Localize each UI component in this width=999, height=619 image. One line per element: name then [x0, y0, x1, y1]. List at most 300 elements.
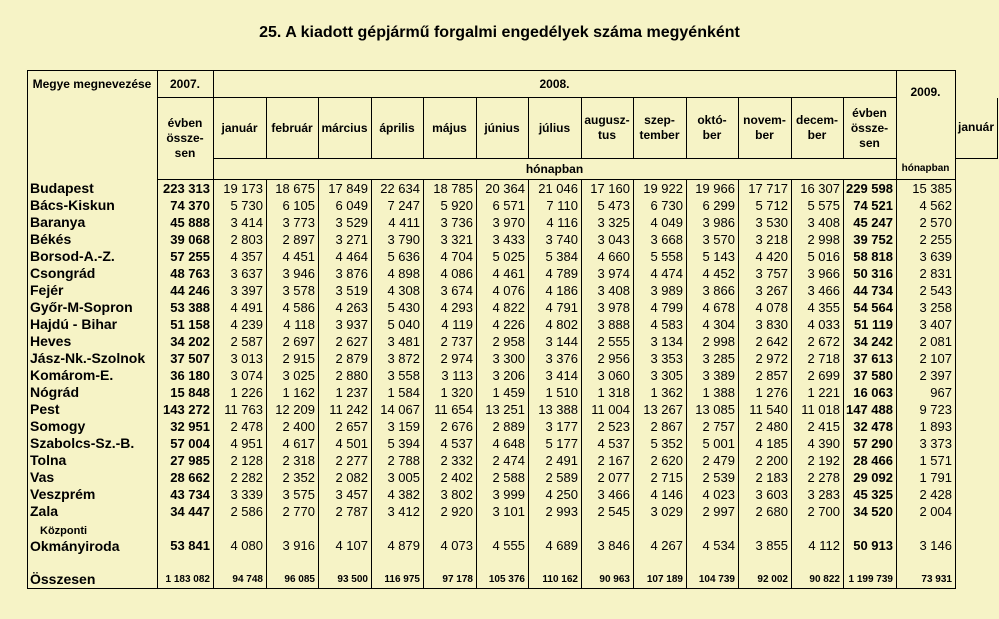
- value-2007-total: 57 004: [158, 435, 214, 452]
- value-month: 2 627: [319, 333, 372, 350]
- value-2007-total: 44 246: [158, 282, 214, 299]
- value-month: 4 420: [739, 248, 792, 265]
- value-2007-total: 57 255: [158, 248, 214, 265]
- value-month: 3 978: [582, 299, 634, 316]
- value-month: 3 414: [214, 214, 267, 231]
- value-month: 2 282: [214, 469, 267, 486]
- central-office-name-line1: Központi: [40, 525, 88, 537]
- value-2008-total: 54 564: [844, 299, 897, 316]
- value-month: 4 119: [424, 316, 477, 333]
- value-2009-january: 3 146: [897, 520, 956, 554]
- value-month: 2 642: [739, 333, 792, 350]
- value-2009-january: 2 543: [897, 282, 956, 299]
- value-2008-total: 37 580: [844, 367, 897, 384]
- county-name: Bács-Kiskun: [28, 197, 158, 214]
- county-name: Hajdú - Bihar: [28, 316, 158, 333]
- value-month: 13 388: [529, 401, 582, 418]
- value-month: 11 004: [582, 401, 634, 418]
- value-month: 3 267: [739, 282, 792, 299]
- value-month: 2 788: [372, 452, 424, 469]
- value-month: 2 555: [582, 333, 634, 350]
- value-month: 4 464: [319, 248, 372, 265]
- value-2008-total: 34 520: [844, 503, 897, 520]
- header-month: március: [319, 98, 372, 159]
- value-month: 3 325: [582, 214, 634, 231]
- table-row-central: [28, 520, 998, 554]
- value-month: 4 226: [477, 316, 529, 333]
- value-month: 2 699: [792, 367, 844, 384]
- value-month: 2 474: [477, 452, 529, 469]
- total-2007: 1 183 082: [158, 554, 214, 589]
- value-month: 3 376: [529, 350, 582, 367]
- value-month: 3 339: [214, 486, 267, 503]
- total-month: 96 085: [267, 554, 319, 589]
- value-month: 3 888: [582, 316, 634, 333]
- total-month: 90 822: [792, 554, 844, 589]
- value-month: 3 999: [477, 486, 529, 503]
- value-month: 3 916: [267, 520, 319, 554]
- value-month: 2 803: [214, 231, 267, 248]
- value-month: 3 937: [319, 316, 372, 333]
- value-month: 2 787: [319, 503, 372, 520]
- value-2009-january: 2 397: [897, 367, 956, 384]
- value-month: 3 466: [792, 282, 844, 299]
- value-month: 4 049: [634, 214, 687, 231]
- table-row: [28, 435, 998, 452]
- value-2007-total: 27 985: [158, 452, 214, 469]
- value-month: 21 046: [529, 180, 582, 198]
- value-month: 2 480: [739, 418, 792, 435]
- table-row: [28, 214, 998, 231]
- value-month: 4 076: [477, 282, 529, 299]
- value-2007-total: 45 888: [158, 214, 214, 231]
- value-month: 3 412: [372, 503, 424, 520]
- value-2007-total: 28 662: [158, 469, 214, 486]
- value-2008-total: 37 613: [844, 350, 897, 367]
- value-2007-total: 43 734: [158, 486, 214, 503]
- table-row: [28, 299, 998, 316]
- value-month: 11 763: [214, 401, 267, 418]
- value-month: 3 408: [792, 214, 844, 231]
- value-month: 6 049: [319, 197, 372, 214]
- county-name: Jász-Nk.-Szolnok: [28, 350, 158, 367]
- total-month: 116 975: [372, 554, 424, 589]
- table-row: [28, 401, 998, 418]
- total-month: 104 739: [687, 554, 739, 589]
- value-month: 2 545: [582, 503, 634, 520]
- value-2008-total: 229 598: [844, 180, 897, 198]
- value-month: 1 388: [687, 384, 739, 401]
- value-month: 4 185: [739, 435, 792, 452]
- total-2008: 1 199 739: [844, 554, 897, 589]
- value-month: 2 958: [477, 333, 529, 350]
- value-month: 4 451: [267, 248, 319, 265]
- county-name: Szabolcs-Sz.-B.: [28, 435, 158, 452]
- value-month: 1 584: [372, 384, 424, 401]
- county-name: Fejér: [28, 282, 158, 299]
- value-month: 3 846: [582, 520, 634, 554]
- value-month: 2 192: [792, 452, 844, 469]
- value-2008-total: 51 119: [844, 316, 897, 333]
- value-month: 2 278: [792, 469, 844, 486]
- value-month: 5 384: [529, 248, 582, 265]
- county-name: Baranya: [28, 214, 158, 231]
- value-2009-january: 2 004: [897, 503, 956, 520]
- value-2009-january: 2 570: [897, 214, 956, 231]
- value-month: 5 473: [582, 197, 634, 214]
- county-name: Somogy: [28, 418, 158, 435]
- value-2009-january: 2 081: [897, 333, 956, 350]
- value-2007-total: 39 068: [158, 231, 214, 248]
- value-month: 3 529: [319, 214, 372, 231]
- value-month: 4 583: [634, 316, 687, 333]
- value-month: 13 267: [634, 401, 687, 418]
- value-month: 4 648: [477, 435, 529, 452]
- value-month: 3 353: [634, 350, 687, 367]
- value-month: 4 586: [267, 299, 319, 316]
- value-month: 3 113: [424, 367, 477, 384]
- table-row: [28, 282, 998, 299]
- header-month: május: [424, 98, 477, 159]
- header-month: decem- ber: [792, 98, 844, 159]
- value-month: 1 320: [424, 384, 477, 401]
- value-month: 3 570: [687, 231, 739, 248]
- value-month: 17 160: [582, 180, 634, 198]
- value-month: 2 587: [214, 333, 267, 350]
- value-2009-january: 2 255: [897, 231, 956, 248]
- value-month: 3 466: [582, 486, 634, 503]
- value-month: 3 790: [372, 231, 424, 248]
- value-month: 5 636: [372, 248, 424, 265]
- value-month: 4 822: [477, 299, 529, 316]
- value-month: 3 433: [477, 231, 529, 248]
- county-name: Tolna: [28, 452, 158, 469]
- table-row: [28, 333, 998, 350]
- value-month: 4 537: [424, 435, 477, 452]
- value-month: 2 718: [792, 350, 844, 367]
- value-month: 6 299: [687, 197, 739, 214]
- value-month: 4 411: [372, 214, 424, 231]
- county-name: Vas: [28, 469, 158, 486]
- value-month: 4 461: [477, 265, 529, 282]
- value-2009-january: 9 723: [897, 401, 956, 418]
- value-month: 17 849: [319, 180, 372, 198]
- value-2008-total: 58 818: [844, 248, 897, 265]
- value-month: 3 321: [424, 231, 477, 248]
- value-2009-january: 1 791: [897, 469, 956, 486]
- county-name: Zala: [28, 503, 158, 520]
- value-month: 4 293: [424, 299, 477, 316]
- value-month: 3 740: [529, 231, 582, 248]
- total-month: 105 376: [477, 554, 529, 589]
- value-month: 4 382: [372, 486, 424, 503]
- value-month: 4 146: [634, 486, 687, 503]
- value-2007-total: 143 272: [158, 401, 214, 418]
- value-2007-total: 32 951: [158, 418, 214, 435]
- value-month: 3 025: [267, 367, 319, 384]
- value-month: 4 501: [319, 435, 372, 452]
- table-row: [28, 418, 998, 435]
- value-month: 4 186: [529, 282, 582, 299]
- value-month: 2 676: [424, 418, 477, 435]
- value-month: 2 491: [529, 452, 582, 469]
- value-month: 16 307: [792, 180, 844, 198]
- value-month: 4 073: [424, 520, 477, 554]
- value-month: 2 889: [477, 418, 529, 435]
- value-month: 2 415: [792, 418, 844, 435]
- header-year-2009: 2009.: [897, 71, 956, 159]
- value-month: 3 530: [739, 214, 792, 231]
- value-month: 2 082: [319, 469, 372, 486]
- value-month: 5 025: [477, 248, 529, 265]
- value-month: 6 571: [477, 197, 529, 214]
- value-month: 5 730: [214, 197, 267, 214]
- value-2008-total: 34 242: [844, 333, 897, 350]
- table-row: [28, 231, 998, 248]
- value-month: 4 474: [634, 265, 687, 282]
- value-2009-january: 2 831: [897, 265, 956, 282]
- value-month: 5 177: [529, 435, 582, 452]
- value-2009-january: 967: [897, 384, 956, 401]
- value-month: 2 586: [214, 503, 267, 520]
- county-name: Pest: [28, 401, 158, 418]
- table-row: [28, 350, 998, 367]
- value-month: 4 491: [214, 299, 267, 316]
- value-month: 5 001: [687, 435, 739, 452]
- total-month: 94 748: [214, 554, 267, 589]
- value-month: 3 603: [739, 486, 792, 503]
- value-month: 3 855: [739, 520, 792, 554]
- value-month: 1 226: [214, 384, 267, 401]
- value-month: 2 920: [424, 503, 477, 520]
- value-month: 5 352: [634, 435, 687, 452]
- value-month: 5 040: [372, 316, 424, 333]
- value-month: 4 390: [792, 435, 844, 452]
- value-month: 3 177: [529, 418, 582, 435]
- value-month: 2 539: [687, 469, 739, 486]
- value-month: 18 675: [267, 180, 319, 198]
- value-month: 2 077: [582, 469, 634, 486]
- county-name: Komárom-E.: [28, 367, 158, 384]
- value-month: 3 575: [267, 486, 319, 503]
- value-2008-total: 29 092: [844, 469, 897, 486]
- value-month: 4 308: [372, 282, 424, 299]
- value-month: 3 271: [319, 231, 372, 248]
- total-2009-january: 73 931: [897, 554, 956, 589]
- header-month: októ- ber: [687, 98, 739, 159]
- value-month: 2 183: [739, 469, 792, 486]
- header-month: novem- ber: [739, 98, 792, 159]
- total-month: 107 189: [634, 554, 687, 589]
- value-month: 5 143: [687, 248, 739, 265]
- value-month: 3 974: [582, 265, 634, 282]
- statistics-table: [27, 70, 998, 589]
- value-month: 13 251: [477, 401, 529, 418]
- value-month: 2 588: [477, 469, 529, 486]
- value-month: 2 867: [634, 418, 687, 435]
- value-month: 3 830: [739, 316, 792, 333]
- county-name: Veszprém: [28, 486, 158, 503]
- table-row: [28, 367, 998, 384]
- value-month: 3 397: [214, 282, 267, 299]
- total-label: Összesen: [28, 554, 158, 589]
- value-2007-total: 34 202: [158, 333, 214, 350]
- value-month: 3 285: [687, 350, 739, 367]
- value-2007-total: 37 507: [158, 350, 214, 367]
- value-month: 4 452: [687, 265, 739, 282]
- value-month: 2 318: [267, 452, 319, 469]
- value-month: 3 637: [214, 265, 267, 282]
- value-month: 3 305: [634, 367, 687, 384]
- value-2008-total: 57 290: [844, 435, 897, 452]
- value-month: 2 880: [319, 367, 372, 384]
- value-month: 17 717: [739, 180, 792, 198]
- value-month: 2 277: [319, 452, 372, 469]
- county-name: Csongrád: [28, 265, 158, 282]
- value-month: 2 697: [267, 333, 319, 350]
- value-month: 3 043: [582, 231, 634, 248]
- header-honapban-2009: hónapban: [897, 159, 956, 180]
- value-month: 2 857: [739, 367, 792, 384]
- value-2008-total: 32 478: [844, 418, 897, 435]
- value-month: 2 128: [214, 452, 267, 469]
- county-name: Borsod-A.-Z.: [28, 248, 158, 265]
- value-month: 19 173: [214, 180, 267, 198]
- value-month: 4 078: [739, 299, 792, 316]
- value-month: 2 332: [424, 452, 477, 469]
- value-month: 2 479: [687, 452, 739, 469]
- header-2007-total: évben össze- sen: [158, 98, 214, 180]
- header-2009-january: január: [956, 98, 998, 159]
- value-month: 2 998: [792, 231, 844, 248]
- value-month: 4 791: [529, 299, 582, 316]
- value-month: 14 067: [372, 401, 424, 418]
- header-month: január: [214, 98, 267, 159]
- value-2008-total: 28 466: [844, 452, 897, 469]
- value-month: 3 481: [372, 333, 424, 350]
- value-month: 2 956: [582, 350, 634, 367]
- value-month: 1 459: [477, 384, 529, 401]
- value-2008-total: 147 488: [844, 401, 897, 418]
- value-month: 2 897: [267, 231, 319, 248]
- value-month: 3 668: [634, 231, 687, 248]
- value-month: 19 966: [687, 180, 739, 198]
- header-megye: Megye megnevezése: [28, 71, 158, 180]
- value-month: 2 915: [267, 350, 319, 367]
- value-month: 5 394: [372, 435, 424, 452]
- value-month: 3 283: [792, 486, 844, 503]
- value-month: 2 657: [319, 418, 372, 435]
- value-month: 4 357: [214, 248, 267, 265]
- value-month: 3 946: [267, 265, 319, 282]
- value-month: 2 523: [582, 418, 634, 435]
- value-2009-january: 3 407: [897, 316, 956, 333]
- value-2009-january: 15 385: [897, 180, 956, 198]
- table-row: [28, 503, 998, 520]
- value-month: 7 110: [529, 197, 582, 214]
- value-month: 4 537: [582, 435, 634, 452]
- total-month: 92 002: [739, 554, 792, 589]
- value-month: 1 221: [792, 384, 844, 401]
- central-office-name-line2: Okmányiroda: [30, 538, 120, 554]
- central-office-name: [28, 520, 158, 554]
- value-month: 4 555: [477, 520, 529, 554]
- value-month: 4 799: [634, 299, 687, 316]
- value-month: 3 866: [687, 282, 739, 299]
- value-month: 2 352: [267, 469, 319, 486]
- value-month: 5 920: [424, 197, 477, 214]
- value-month: 4 304: [687, 316, 739, 333]
- value-month: 3 218: [739, 231, 792, 248]
- page-title: 25. A kiadott gépjármű forgalmi engedélyek száma megyénként: [259, 24, 740, 41]
- header-month: szep- tember: [634, 98, 687, 159]
- value-month: 2 589: [529, 469, 582, 486]
- value-month: 4 678: [687, 299, 739, 316]
- value-month: 2 879: [319, 350, 372, 367]
- value-month: 4 033: [792, 316, 844, 333]
- value-month: 2 997: [687, 503, 739, 520]
- value-month: 3 159: [372, 418, 424, 435]
- value-2008-total: 50 913: [844, 520, 897, 554]
- value-month: 7 247: [372, 197, 424, 214]
- value-month: 11 242: [319, 401, 372, 418]
- value-month: 20 364: [477, 180, 529, 198]
- value-month: 2 680: [739, 503, 792, 520]
- value-month: 2 167: [582, 452, 634, 469]
- value-month: 3 519: [319, 282, 372, 299]
- header-month: június: [477, 98, 529, 159]
- value-month: 2 993: [529, 503, 582, 520]
- value-month: 3 206: [477, 367, 529, 384]
- value-month: 3 674: [424, 282, 477, 299]
- value-2007-total: 74 370: [158, 197, 214, 214]
- value-month: 3 013: [214, 350, 267, 367]
- value-month: 2 757: [687, 418, 739, 435]
- value-month: 11 018: [792, 401, 844, 418]
- county-name: Budapest: [28, 180, 158, 198]
- value-2009-january: 1 571: [897, 452, 956, 469]
- value-2008-total: 45 325: [844, 486, 897, 503]
- value-month: 2 620: [634, 452, 687, 469]
- value-month: 1 237: [319, 384, 372, 401]
- value-month: 2 972: [739, 350, 792, 367]
- value-month: 3 773: [267, 214, 319, 231]
- value-2007-total: 36 180: [158, 367, 214, 384]
- value-month: 3 986: [687, 214, 739, 231]
- value-month: 6 105: [267, 197, 319, 214]
- value-2009-january: 1 893: [897, 418, 956, 435]
- value-2009-january: 3 258: [897, 299, 956, 316]
- table-row: [28, 180, 998, 198]
- value-month: 1 276: [739, 384, 792, 401]
- value-month: 2 998: [687, 333, 739, 350]
- value-month: 3 578: [267, 282, 319, 299]
- value-month: 3 414: [529, 367, 582, 384]
- value-month: 2 770: [267, 503, 319, 520]
- value-month: 4 617: [267, 435, 319, 452]
- value-month: 3 558: [372, 367, 424, 384]
- value-2007-total: 48 763: [158, 265, 214, 282]
- value-month: 4 112: [792, 520, 844, 554]
- table-row: [28, 469, 998, 486]
- value-month: 4 086: [424, 265, 477, 282]
- value-month: 11 654: [424, 401, 477, 418]
- value-month: 4 951: [214, 435, 267, 452]
- county-name: Győr-M-Sopron: [28, 299, 158, 316]
- value-month: 5 016: [792, 248, 844, 265]
- value-month: 4 898: [372, 265, 424, 282]
- value-month: 2 974: [424, 350, 477, 367]
